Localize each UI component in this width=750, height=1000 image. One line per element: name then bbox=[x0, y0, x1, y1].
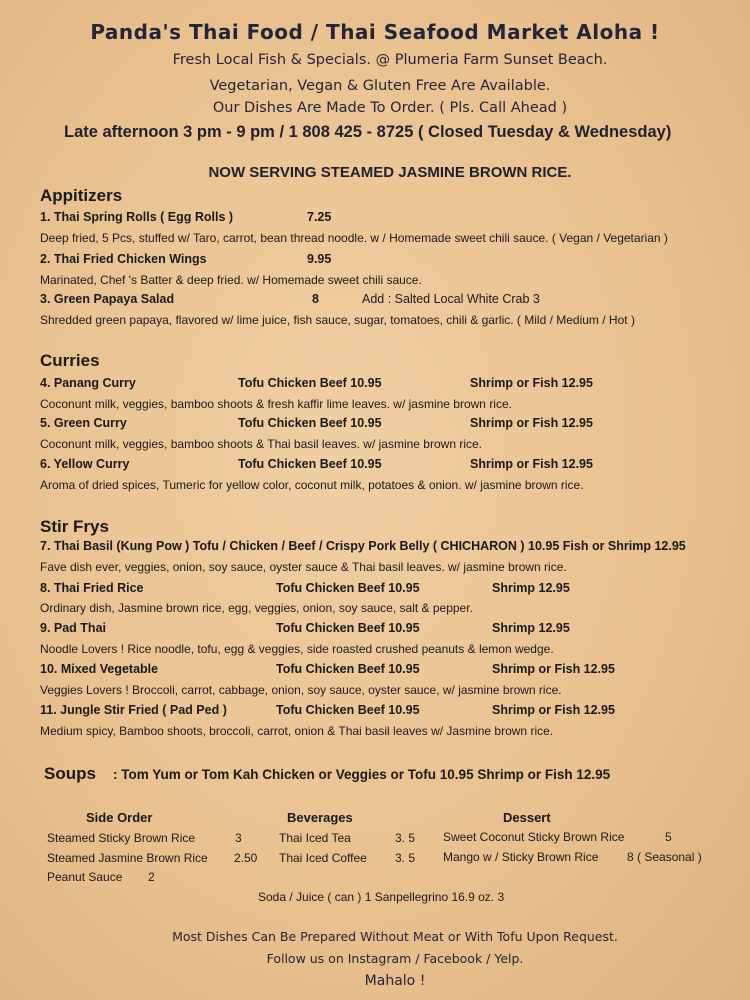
beverage-item-price: 3. 5 bbox=[395, 851, 416, 865]
header-line-dietary: Vegetarian, Vegan & Gluten Free Are Available. bbox=[209, 78, 551, 94]
soups-options: : Tom Yum or Tom Kah Chicken or Veggies or Tofu 10.95 Shrimp or Fish 12.95 bbox=[113, 767, 611, 782]
column-title-side-order: Side Order bbox=[86, 810, 153, 825]
footer-meat-free-note: Most Dishes Can Be Prepared Without Meat or With Tofu Upon Request. bbox=[172, 929, 618, 944]
dessert-item-name: Mango w / Sticky Brown Rice bbox=[443, 850, 599, 864]
menu-item-name: 6. Yellow Curry bbox=[40, 457, 130, 471]
menu-item-name: 4. Panang Curry bbox=[40, 376, 136, 390]
hours-and-phone: Late afternoon 3 pm - 9 pm / 1 808 425 - 8725 ( Closed Tuesday & Wednesday) bbox=[64, 123, 672, 141]
menu-item-seafood-options: Shrimp 12.95 bbox=[492, 581, 570, 595]
menu-item-description: Ordinary dish, Jasmine brown rice, egg, veggies, onion, soy sauce, salt & pepper. bbox=[40, 601, 473, 615]
menu-item-name: 7. Thai Basil (Kung Pow ) Tofu / Chicken / Beef / Crispy Pork Belly ( CHICHARON ) 10.95 Fish or Shrimp 12.95 bbox=[40, 539, 686, 553]
menu-item-add-on: Add : Salted Local White Crab 3 bbox=[362, 292, 540, 306]
drinks-extra-line: Soda / Juice ( can ) 1 Sanpellegrino 16.9 oz. 3 bbox=[258, 890, 505, 904]
column-title-dessert: Dessert bbox=[503, 810, 551, 825]
section-title-appetizers: Appitizers bbox=[40, 186, 123, 205]
column-title-beverages: Beverages bbox=[287, 810, 353, 825]
menu-item-options: Tofu Chicken Beef 10.95 bbox=[276, 621, 420, 635]
menu-item-seafood-options: Shrimp or Fish 12.95 bbox=[470, 416, 593, 430]
side-item-price: 2.50 bbox=[234, 851, 258, 865]
section-title-curries: Curries bbox=[40, 351, 100, 370]
side-item-name: Steamed Sticky Brown Rice bbox=[47, 831, 196, 845]
menu-item-options: Tofu Chicken Beef 10.95 bbox=[238, 376, 382, 390]
header-line-made-to-order: Our Dishes Are Made To Order. ( Pls. Call Ahead ) bbox=[212, 100, 568, 116]
menu-item-price: 9.95 bbox=[307, 252, 332, 266]
menu-item-name: 10. Mixed Vegetable bbox=[40, 662, 159, 676]
menu-item-name: 9. Pad Thai bbox=[40, 621, 106, 635]
menu-item-price: 8 bbox=[312, 292, 319, 306]
menu-item-name: 3. Green Papaya Salad bbox=[40, 292, 175, 306]
menu-item-name: 8. Thai Fried Rice bbox=[40, 581, 144, 595]
menu-item-description: Fave dish ever, veggies, onion, soy sauce, oyster sauce & Thai basil leaves. w/ jasmine brown rice. bbox=[40, 560, 567, 574]
footer-mahalo: Mahalo ! bbox=[364, 973, 426, 989]
menu-item-description: Aroma of dried spices, Tumeric for yellow color, coconut milk, potatoes & onion. w/ jasmine brown rice. bbox=[40, 478, 584, 492]
beverage-item-name: Thai Iced Tea bbox=[279, 831, 351, 845]
side-item-price: 2 bbox=[148, 870, 155, 884]
menu-item-seafood-options: Shrimp or Fish 12.95 bbox=[492, 662, 615, 676]
menu-title: Panda's Thai Food / Thai Seafood Market Aloha ! bbox=[90, 20, 660, 44]
menu-item-description: Shredded green papaya, flavored w/ lime juice, fish sauce, sugar, tomatoes, chili & garlic. ( Mild / Medium / Hot ) bbox=[40, 313, 635, 327]
menu-item-seafood-options: Shrimp 12.95 bbox=[492, 621, 570, 635]
menu-item-description: Coconunt milk, veggies, bamboo shoots & fresh kaffir lime leaves. w/ jasmine brown rice. bbox=[40, 397, 512, 411]
menu-item-description: Coconunt milk, veggies, bamboo shoots & Thai basil leaves. w/ jasmine brown rice. bbox=[40, 437, 482, 451]
menu-item-description: Veggies Lovers ! Broccoli, carrot, cabbage, onion, soy sauce, oyster sauce, w/ jasmine brown rice. bbox=[40, 683, 562, 697]
beverage-item-name: Thai Iced Coffee bbox=[279, 851, 367, 865]
menu-item-seafood-options: Shrimp or Fish 12.95 bbox=[470, 376, 593, 390]
dessert-item-name: Sweet Coconut Sticky Brown Rice bbox=[443, 830, 625, 844]
menu-item-options: Tofu Chicken Beef 10.95 bbox=[276, 581, 420, 595]
brown-rice-notice: NOW SERVING STEAMED JASMINE BROWN RICE. bbox=[208, 164, 572, 181]
menu-item-options: Tofu Chicken Beef 10.95 bbox=[276, 703, 420, 717]
menu-item-description: Medium spicy, Bamboo shoots, broccoli, carrot, onion & Thai basil leaves w/ Jasmine brown rice. bbox=[40, 724, 554, 738]
menu-item-description: Noodle Lovers ! Rice noodle, tofu, egg & veggies, side roasted crushed peanuts & lemon wedge. bbox=[40, 642, 554, 656]
menu-item-price: 7.25 bbox=[307, 210, 332, 224]
section-title-stir-frys: Stir Frys bbox=[40, 517, 109, 536]
menu-item-options: Tofu Chicken Beef 10.95 bbox=[276, 662, 420, 676]
menu-item-name: 2. Thai Fried Chicken Wings bbox=[40, 252, 207, 266]
menu-item-name: 11. Jungle Stir Fried ( Pad Ped ) bbox=[40, 703, 227, 717]
side-item-name: Peanut Sauce bbox=[47, 870, 123, 884]
menu-item-name: 1. Thai Spring Rolls ( Egg Rolls ) bbox=[40, 210, 234, 224]
menu-item-description: Deep fried, 5 Pcs, stuffed w/ Taro, carrot, bean thread noodle. w / Homemade sweet chili sauce. ( Vegan / Vegetarian ) bbox=[40, 231, 668, 245]
dessert-item-price: 8 ( Seasonal ) bbox=[627, 850, 702, 864]
side-item-price: 3 bbox=[235, 831, 242, 845]
menu-item-options: Tofu Chicken Beef 10.95 bbox=[238, 416, 382, 430]
menu-item-description: Marinated, Chef 's Batter & deep fried. w/ Homemade sweet chili sauce. bbox=[40, 273, 422, 287]
footer-social-links: Follow us on Instagram / Facebook / Yelp. bbox=[266, 951, 524, 966]
menu-item-name: 5. Green Curry bbox=[40, 416, 127, 430]
section-title-soups: Soups bbox=[44, 764, 96, 783]
menu-item-seafood-options: Shrimp or Fish 12.95 bbox=[492, 703, 615, 717]
beverage-item-price: 3. 5 bbox=[395, 831, 416, 845]
menu-item-seafood-options: Shrimp or Fish 12.95 bbox=[470, 457, 593, 471]
header-line-fresh-fish: Fresh Local Fish & Specials. @ Plumeria Farm Sunset Beach. bbox=[172, 52, 608, 68]
dessert-item-price: 5 bbox=[665, 830, 672, 844]
menu-item-options: Tofu Chicken Beef 10.95 bbox=[238, 457, 382, 471]
side-item-name: Steamed Jasmine Brown Rice bbox=[47, 851, 208, 865]
